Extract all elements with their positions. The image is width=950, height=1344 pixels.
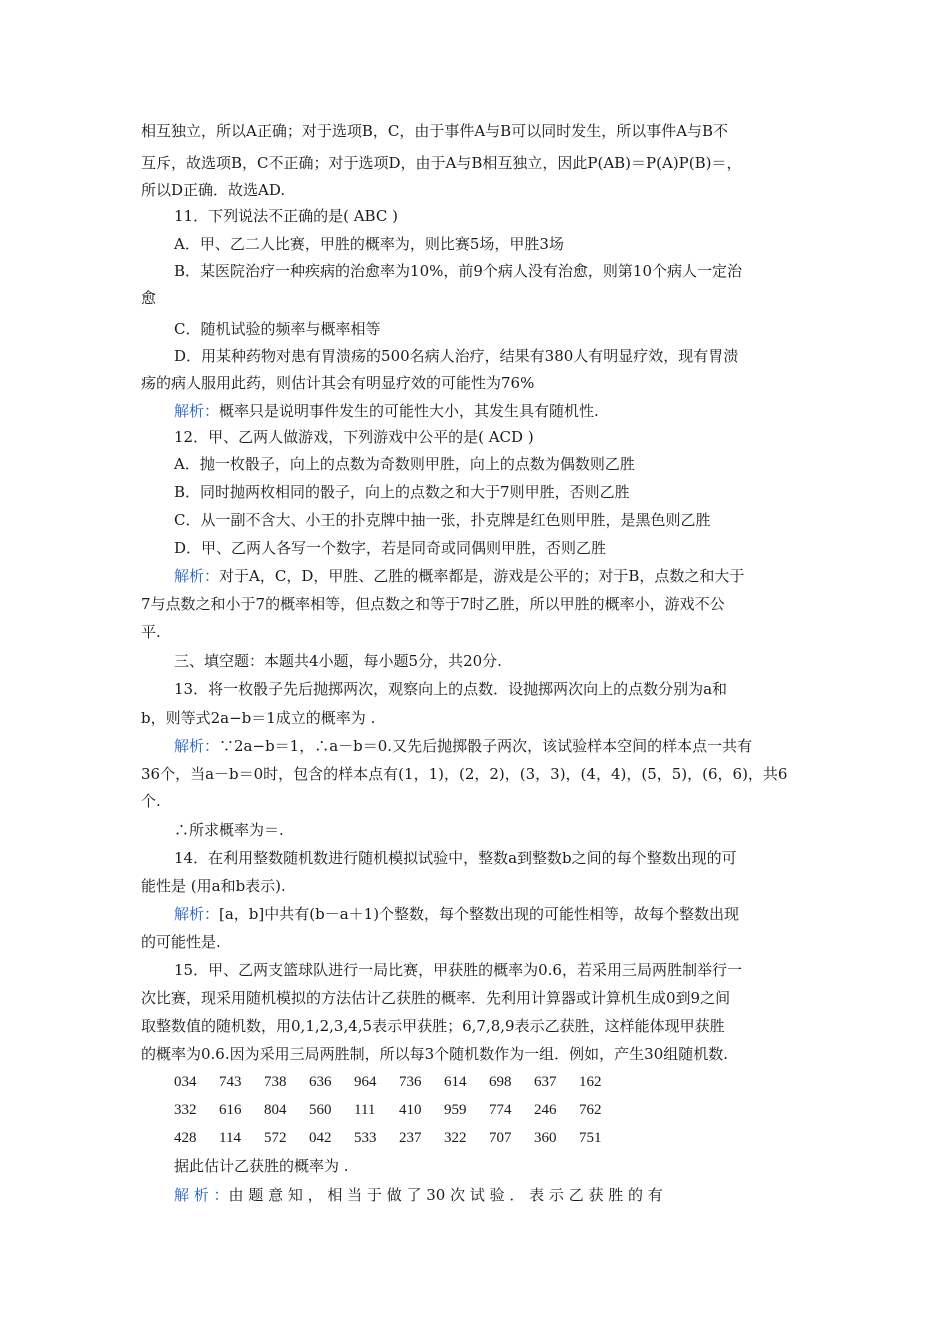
option-line: D．甲、乙两人各写一个数字，若是同奇或同偶则甲胜，否则乙胜 xyxy=(174,539,607,557)
analysis-line: 解 析 ：由 题 意 知 ， 相 当 于 做 了 30 次 试 验 ． 表 示 乙 获 胜 的 有 xyxy=(174,1186,663,1204)
question-14: 14．在利用整数随机数进行随机模拟试验中，整数a到整数b之间的每个整数出现的可 xyxy=(174,849,737,867)
text-line: 平. xyxy=(141,623,161,641)
option-line: B．某医院治疗一种疾病的治愈率为10%，前9个病人没有治愈，则第10个病人一定治 xyxy=(174,262,742,280)
random-number-row: 428 114 572 042 533 237 322 707 360 751 xyxy=(174,1130,602,1146)
text-line: 36个，当a－b＝0时，包含的样本点有(1，1)，(2，2)，(3，3)，(4，4)，(5，5)，(6，6)，共6 xyxy=(141,765,788,783)
option-line: D．用某种药物对患有胃溃疡的500名病人治疗，结果有380人有明显疗效，现有胃溃 xyxy=(174,347,739,365)
analysis-line: 解析：概率只是说明事件发生的可能性大小，其发生具有随机性. xyxy=(174,402,599,420)
text-line: 相互独立，所以A正确；对于选项B，C，由于事件A与B可以同时发生，所以事件A与B不 xyxy=(141,122,729,140)
text-line: ∴所求概率为＝. xyxy=(174,821,284,839)
text-line: 的可能性是. xyxy=(141,933,221,951)
text-line: 互斥，故选项B，C不正确；对于选项D，由于A与B相互独立，因此P(AB)＝P(A)P(B)＝， xyxy=(141,154,742,172)
question-13: 13．将一枚骰子先后抛掷两次，观察向上的点数．设抛掷两次向上的点数分别为a和 xyxy=(174,680,728,698)
analysis-label: 解析： xyxy=(174,905,220,923)
text-line: 据此估计乙获胜的概率为 . xyxy=(174,1157,349,1175)
question-12: 12．甲、乙两人做游戏，下列游戏中公平的是( ACD ) xyxy=(174,428,534,446)
random-number-row: 332 616 804 560 111 410 959 774 246 762 xyxy=(174,1102,602,1118)
question-11: 11．下列说法不正确的是( ABC ) xyxy=(174,207,398,225)
option-line: C．随机试验的频率与概率相等 xyxy=(174,320,381,338)
option-line: A．抛一枚骰子，向上的点数为奇数则甲胜，向上的点数为偶数则乙胜 xyxy=(174,455,635,473)
random-number-row: 034 743 738 636 964 736 614 698 637 162 xyxy=(174,1074,602,1090)
text-line: 取整数值的随机数，用0,1,2,3,4,5表示甲获胜；6,7,8,9表示乙获胜，这样能体现甲获胜 xyxy=(141,1017,725,1035)
analysis-line: 解析：[a，b]中共有(b－a＋1)个整数，每个整数出现的可能性相等，故每个整数出现 xyxy=(174,905,740,923)
question-15: 15．甲、乙两支篮球队进行一局比赛，甲获胜的概率为0.6，若采用三局两胜制举行一 xyxy=(174,961,742,979)
text-line: 的概率为0.6.因为采用三局两胜制，所以每3个随机数作为一组．例如，产生30组随机数. xyxy=(141,1045,729,1063)
analysis-label: 解析： xyxy=(174,567,220,585)
analysis-line: 解析：∵2a−b＝1，∴a－b＝0.又先后抛掷骰子两次，该试验样本空间的样本点一共有 xyxy=(174,737,753,755)
text-line: 所以D正确．故选AD. xyxy=(141,181,286,199)
option-line: 疡的病人服用此药，则估计其会有明显疗效的可能性为76% xyxy=(141,374,535,392)
text-line: 次比赛，现采用随机模拟的方法估计乙获胜的概率．先利用计算器或计算机生成0到9之间 xyxy=(141,989,731,1007)
option-line: B．同时抛两枚相同的骰子，向上的点数之和大于7则甲胜，否则乙胜 xyxy=(174,483,630,501)
text-line: 个. xyxy=(141,792,161,810)
analysis-label: 解析： xyxy=(174,737,220,755)
section-heading: 三、填空题：本题共4小题，每小题5分，共20分. xyxy=(174,652,502,670)
analysis-line: 解析：对于A，C，D，甲胜、乙胜的概率都是，游戏是公平的；对于B，点数之和大于 xyxy=(174,567,745,585)
text-line: 7与点数之和小于7的概率相等，但点数之和等于7时乙胜，所以甲胜的概率小，游戏不公 xyxy=(141,595,725,613)
analysis-label: 解 析 ： xyxy=(174,1186,229,1204)
option-line: A．甲、乙二人比赛，甲胜的概率为，则比赛5场，甲胜3场 xyxy=(174,235,564,253)
text-line: 能性是 (用a和b表示). xyxy=(141,877,286,895)
text-line: b，则等式2a−b＝1成立的概率为 . xyxy=(141,709,376,727)
analysis-label: 解析： xyxy=(174,402,220,420)
option-line: C．从一副不含大、小王的扑克牌中抽一张，扑克牌是红色则甲胜，是黑色则乙胜 xyxy=(174,511,711,529)
option-line: 愈 xyxy=(141,289,157,307)
